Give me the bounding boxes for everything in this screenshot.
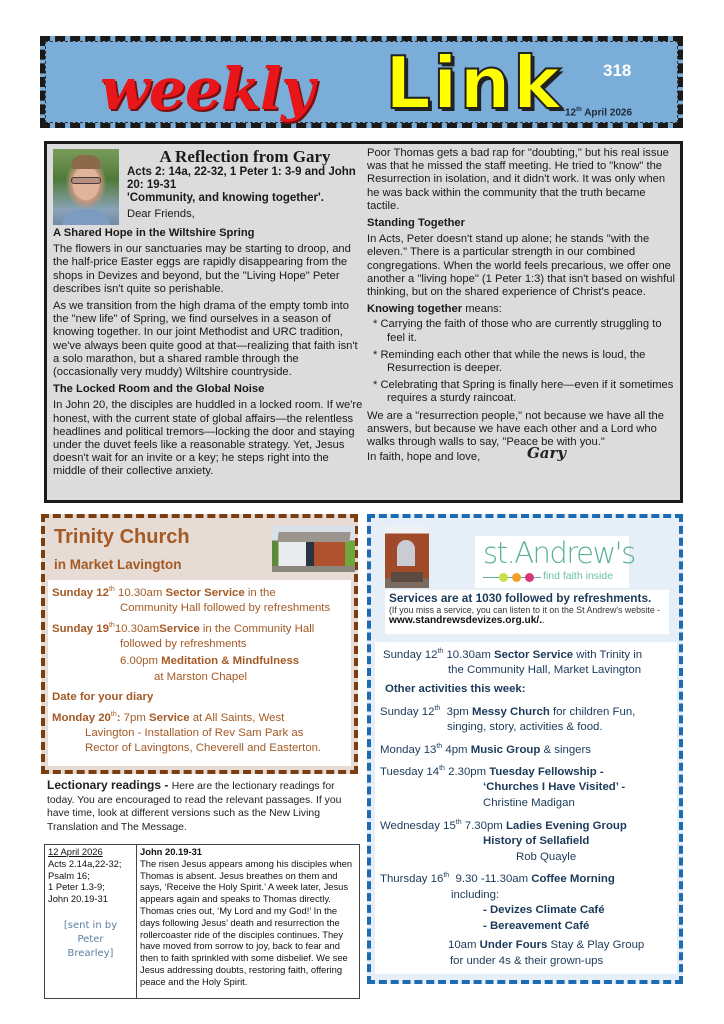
reflection-refs: Acts 2: 14a, 22-32, 1 Peter 1: 3-9 and John 20: 19-31 xyxy=(127,166,356,191)
reflection-title: A Reflection from Gary xyxy=(159,147,331,166)
lectionary-heading: Lectionary readings - xyxy=(47,778,172,792)
lectionary-refs-cell xyxy=(45,845,137,999)
trinity-subtitle: in Market Lavington xyxy=(54,557,182,572)
trinity-evening-event: 6.00pm Meditation & Mindfulness at Marston Chapel xyxy=(120,655,300,683)
logo-tagline: find faith inside xyxy=(543,570,614,582)
knowing-together-heading: Knowing together means: xyxy=(367,303,502,316)
trinity-church-photo xyxy=(272,526,355,572)
website-link[interactable]: www.standrewsdevizes.org.uk/. xyxy=(389,615,543,626)
greeting: Dear Friends, xyxy=(127,208,195,220)
signature: Gary xyxy=(527,444,567,463)
lectionary-ref: John 20.19-31 xyxy=(48,893,108,905)
lectionary-intro: Lectionary readings - Here are the lectionary readings for today. You are encouraged to read the relevant passages. If you have time, look at different versions such as the New Living Translation and The Message. xyxy=(47,778,342,833)
passage-title: John 20.19-31 xyxy=(140,846,203,857)
lectionary-ref: Acts 2.14a,22-32; xyxy=(48,857,122,869)
lectionary-date: 12 April 2026 xyxy=(48,846,103,857)
trinity-event: Sunday 12th 10.30am Sector Service in the Community Hall followed by refreshments xyxy=(52,586,331,614)
cafe-item: - Bereavement Café xyxy=(483,919,590,932)
lectionary-ref: 1 Peter 1.3-9; xyxy=(48,881,105,893)
masthead xyxy=(40,36,683,128)
paragraph: The flowers in our sanctuaries may be starting to droop, and the half-price Easter eggs are rapidly disappearing from the shops in Devizes and beyond, but the "Living Hope" Peter describes isn't quite so perishable. xyxy=(53,243,351,295)
trinity-body xyxy=(48,580,351,766)
services-notice: Services are at 1030 followed by refreshments. (If you miss a service, you can listen to it on the St Andrew's website - www.standrewsdevizes.org.uk/.. xyxy=(385,590,669,634)
bullet-item: * Reminding each other that while the news is loud, the Resurrection is deeper. xyxy=(373,348,646,375)
signoff: In faith, hope and love, Gary xyxy=(367,444,567,464)
paragraph: We are a "resurrection people," not because we have all the answers, but because we have each other and a Lord who walks through walls to say, "Peace be with you." xyxy=(367,409,664,449)
issue-number: 318 xyxy=(603,61,632,80)
date-day: 12 xyxy=(565,107,577,119)
heading-standing-together: Standing Together xyxy=(367,217,465,230)
masthead-title-link: Link xyxy=(385,41,563,125)
masthead-title-weekly: weekly xyxy=(100,55,314,123)
cafe-item: - Devizes Climate Café xyxy=(483,904,605,917)
reflection-left-column xyxy=(53,147,363,483)
lectionary-table xyxy=(44,844,360,999)
under-fours: 10am Under Fours Stay & Play Group for under 4s & their grown-ups xyxy=(448,939,645,967)
bullet-item: * Celebrating that Spring is finally here—even if it sometimes requires a sturdy raincoat. xyxy=(373,379,674,405)
activity: Tuesday 14th 2.30pm Tuesday Fellowship - ‘Churches I Have Visited’ - Christine Madigan xyxy=(380,764,626,809)
date-rest: April 2026 xyxy=(581,107,633,119)
reflection-box xyxy=(44,141,683,503)
trinity-church-box xyxy=(41,514,358,774)
issue-date xyxy=(565,107,632,118)
heading-shared-hope: A Shared Hope in the Wiltshire Spring xyxy=(53,227,255,239)
sent-by: [sent in by Peter Brearley] xyxy=(63,919,118,959)
trinity-title: Trinity Church xyxy=(54,526,190,548)
paragraph: In Acts, Peter doesn't stand up alone; he stands "with the eleven." There is a particular strength in our combined congregations. When the world feels precarious, we offer one another a "living hope" (1 Peter 1:3) that isn't based on wishful thinking, but on the shared experience of Christ's peace. xyxy=(367,233,675,299)
logo-dot xyxy=(525,573,534,582)
paragraph: Poor Thomas gets a bad rap for "doubting," but his real issue was that he missed the staff meeting. He tried to "know" the Resurrection in isolation, and it didn't work. It was only when he was back within the community that the truth became tactile. xyxy=(367,147,669,212)
trinity-header xyxy=(51,522,351,578)
passage-text: The risen Jesus appears among his disciples when Thomas is absent. Jesus breathes on them and says, ‘Receive the Holy Spirit.’ A week later, Jesus appears again and speaks to Thomas directly. Thomas cries out, ‘My Lord and my God!’ In the days following Jesus’ death and resurrection the rollercoaster ride of the disciples continues. They have moved from sorrow to joy, back to fear and then to faith sprinkled with some disbelief. We see Jesus addressing doubts, restoring faith, offering peace and the Holy Spirit. xyxy=(140,857,353,987)
paragraph: As we transition from the high drama of the empty tomb into the "new life" of Spring, we find ourselves in a season of knowing together. In our joint Methodist and URC tradition, we've always been quite good at that—realizing that faith isn't a solo marathon, but a shared ramble through the (occasionally very muddy) Wiltshire countryside. xyxy=(53,300,358,379)
activity: Thursday 16th 9.30 -11.30am Coffee Morning including: - Devizes Climate Café - Bereavement Café xyxy=(375,868,677,934)
sector-service: Sunday 12th 10.30am Sector Service with Trinity in the Community Hall, Market Lavington xyxy=(383,648,643,677)
st-andrews-logo xyxy=(475,536,635,588)
gary-photo xyxy=(53,149,119,225)
reflection-right-column xyxy=(367,147,679,468)
date-suffix: th xyxy=(576,107,582,113)
diary-event: Monday 20th: 7pm Service at All Saints, West Lavington - Installation of Rev Sam Park as Rector of Lavingtons, Cheverell and Easterton. xyxy=(52,711,322,755)
services-time: Services are at 1030 followed by refreshments. xyxy=(389,591,652,605)
activity: Sunday 12th 3pm Messy Church for children Fun, singing, story, activities & food. xyxy=(380,704,636,733)
bullet-item: * Carrying the faith of those who are currently struggling to feel it. xyxy=(373,318,662,344)
reflection-theme: 'Community, and knowing together'. xyxy=(127,192,324,204)
paragraph: In John 20, the disciples are huddled in a locked room. If we're honest, with the current state of global affairs—the relentless headlines and political tremors—locking the door and staying under the duvet feels like a reasonable strategy. Yet, Jesus doesn't wait for an invite or a key; he steps right into the middle of their collective anxiety. xyxy=(53,399,363,478)
activity: Monday 13th 4pm Music Group & singers xyxy=(380,742,591,756)
st-andrews-church-photo xyxy=(385,526,429,588)
lectionary-passage-cell xyxy=(137,845,360,999)
diary-heading: Date for your diary xyxy=(52,690,154,703)
lectionary-ref: Psalm 16; xyxy=(48,869,90,881)
logo-dot xyxy=(512,573,521,582)
heading-locked-room: The Locked Room and the Global Noise xyxy=(53,383,265,396)
st-andrews-body xyxy=(375,642,677,974)
logo-dot xyxy=(499,573,508,582)
other-activities-heading: Other activities this week: xyxy=(385,682,526,695)
logo-name: st.Andrew's xyxy=(483,536,635,570)
trinity-event: Sunday 19th10.30amService in the Community Hall followed by refreshments xyxy=(52,622,315,651)
activity: Wednesday 15th 7.30pm Ladies Evening Group History of Sellafield Rob Quayle xyxy=(380,818,627,863)
st-andrews-box xyxy=(367,514,683,984)
